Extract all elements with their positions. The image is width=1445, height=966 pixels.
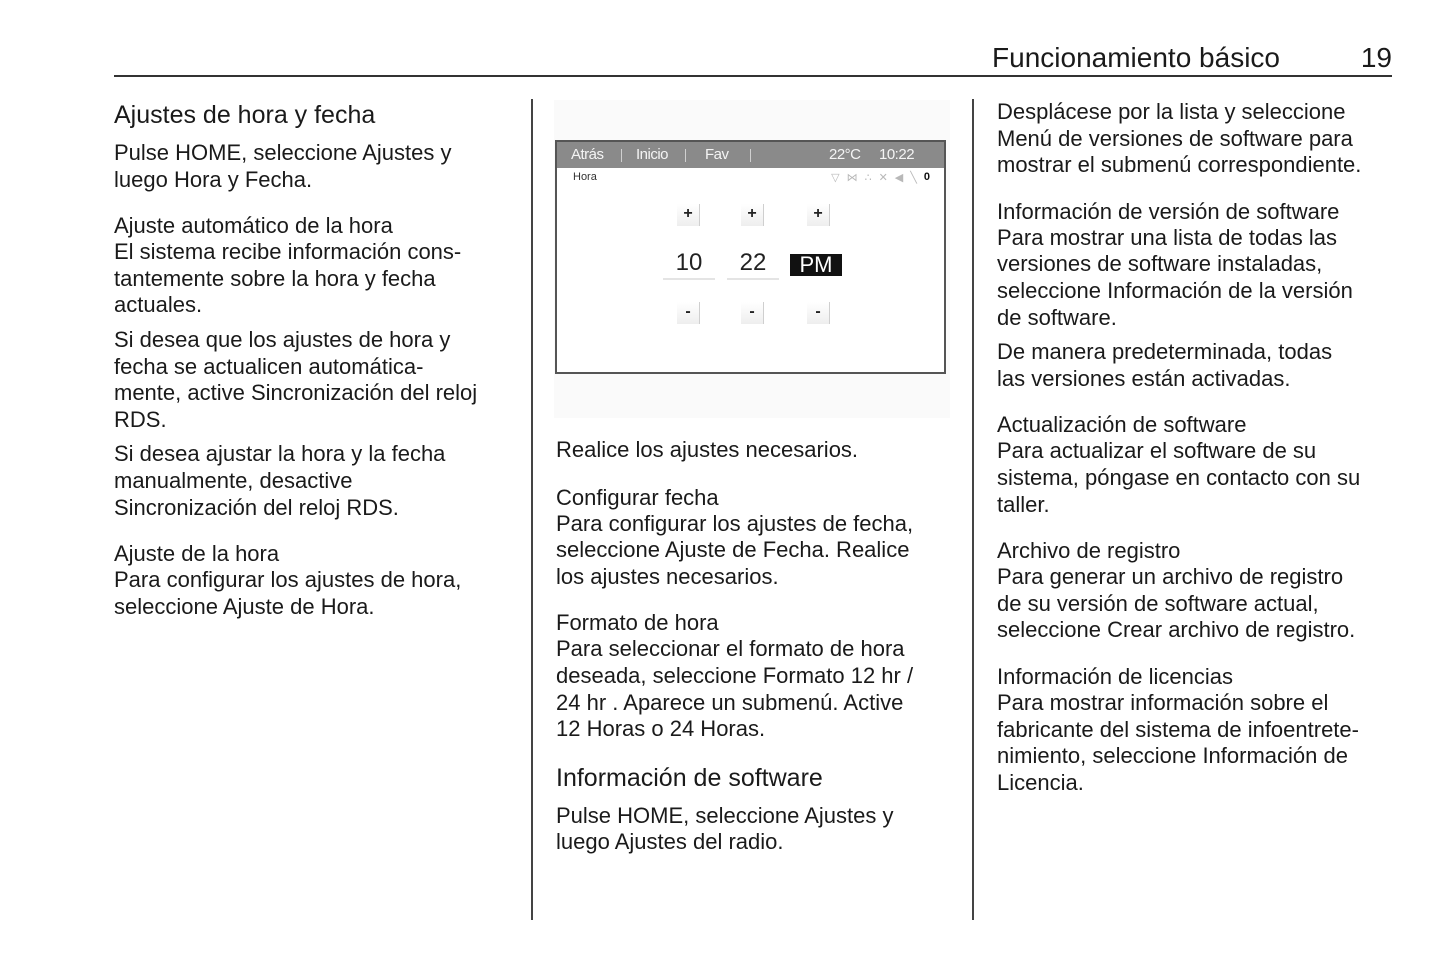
paragraph: Para actualizar el software de su sistema, póngase en contacto con su taller. (997, 438, 1361, 517)
favorites-button[interactable]: Fav (705, 146, 729, 163)
column-3 (997, 99, 1397, 796)
section-title-time-date: Ajustes de hora y fecha (114, 101, 376, 129)
wifi-icon: ▽ (831, 171, 840, 184)
paragraph: Para mostrar información sobre el fabricante del sistema de infoentrete- nimiento, seleccione Información de Licencia. (997, 689, 1359, 795)
signal-icon: ⋈ (846, 171, 858, 184)
infotainment-screen (555, 140, 946, 374)
ampm-value[interactable]: PM (790, 254, 842, 276)
paragraph: Pulse HOME, seleccione Ajustes y luego Hora y Fecha. (114, 140, 452, 192)
shuffle-icon: ✕ (878, 171, 888, 184)
subheading-log-file: Archivo de registro (997, 538, 1181, 564)
paragraph: Para mostrar una lista de todas las versiones de software instaladas, seleccione Información de la versión de software. (997, 224, 1353, 330)
column-divider-right (972, 99, 974, 920)
topbar-separator (750, 149, 751, 162)
home-button[interactable]: Inicio (636, 146, 669, 163)
hour-value[interactable]: 10 (663, 248, 715, 280)
ampm-increase-button[interactable]: + (807, 204, 830, 226)
hour-increase-button[interactable]: + (677, 204, 700, 226)
ampm-decrease-button[interactable]: - (807, 302, 830, 324)
minute-increase-button[interactable]: + (741, 204, 764, 226)
topbar-separator (621, 149, 622, 162)
bluetooth-icon: 0 (923, 171, 930, 183)
paragraph: De manera predeterminada, todas las versiones están activadas. (997, 339, 1333, 391)
column-1 (114, 99, 514, 620)
section-title-software: Información de software (556, 763, 823, 792)
subheading-time-format: Formato de hora (556, 610, 719, 636)
clock-readout: 10:22 (879, 146, 915, 163)
topbar-separator (685, 149, 686, 162)
paragraph: Para generar un archivo de registro de su versión de software actual, seleccione Crear archivo de registro. (997, 564, 1356, 643)
page-number: 19 (1360, 42, 1392, 73)
mute-icon: ◀ (894, 171, 904, 184)
network-icon: ∴ (864, 171, 872, 184)
column-2 (556, 437, 956, 856)
subheading-set-date: Configurar fecha (556, 484, 719, 510)
paragraph: Si desea ajustar la hora y la fecha manualmente, desactive Sincronización del reloj RDS. (114, 441, 446, 520)
status-icons (831, 170, 930, 184)
phone-icon: ╲ (910, 171, 917, 184)
subheading-auto-time: Ajuste automático de la hora (114, 213, 393, 239)
paragraph: Pulse HOME, seleccione Ajustes y luego Ajustes del radio. (556, 802, 894, 855)
minute-value[interactable]: 22 (727, 248, 779, 280)
column-divider-left (531, 99, 533, 920)
paragraph: Realice los ajustes necesarios. (556, 437, 859, 462)
subheading-set-time: Ajuste de la hora (114, 541, 280, 567)
subheading-licenses: Información de licencias (997, 663, 1234, 689)
subheading-software-update: Actualización de software (997, 412, 1247, 438)
hour-decrease-button[interactable]: - (677, 302, 700, 324)
temperature-readout: 22°C (829, 146, 861, 163)
minute-decrease-button[interactable]: - (741, 302, 764, 324)
subheading-version-info: Información de versión de software (997, 198, 1340, 224)
paragraph: Desplácese por la lista y seleccione Menú de versiones de software para mostrar el submenú correspondiente. (997, 99, 1362, 178)
header-rule (114, 75, 1392, 77)
paragraph: Si desea que los ajustes de hora y fecha se actualicen automática- mente, active Sincronización del reloj RDS. (114, 326, 478, 432)
paragraph: Para seleccionar el formato de hora deseada, seleccione Formato 12 hr / 24 hr . Aparece un submenú. Active 12 Horas o 24 Horas. (556, 636, 914, 742)
chapter-title: Funcionamiento básico (992, 42, 1280, 73)
back-button[interactable]: Atrás (571, 146, 604, 163)
paragraph: Para configurar los ajustes de fecha, seleccione Ajuste de Fecha. Realice los ajustes necesarios. (556, 510, 914, 589)
paragraph: Para configurar los ajustes de hora, seleccione Ajuste de Hora. (114, 567, 462, 619)
screen-title: Hora (573, 171, 597, 183)
paragraph: El sistema recibe información cons- tantemente sobre la hora y fecha actuales. (114, 239, 462, 318)
screen-top-bar (557, 142, 944, 168)
